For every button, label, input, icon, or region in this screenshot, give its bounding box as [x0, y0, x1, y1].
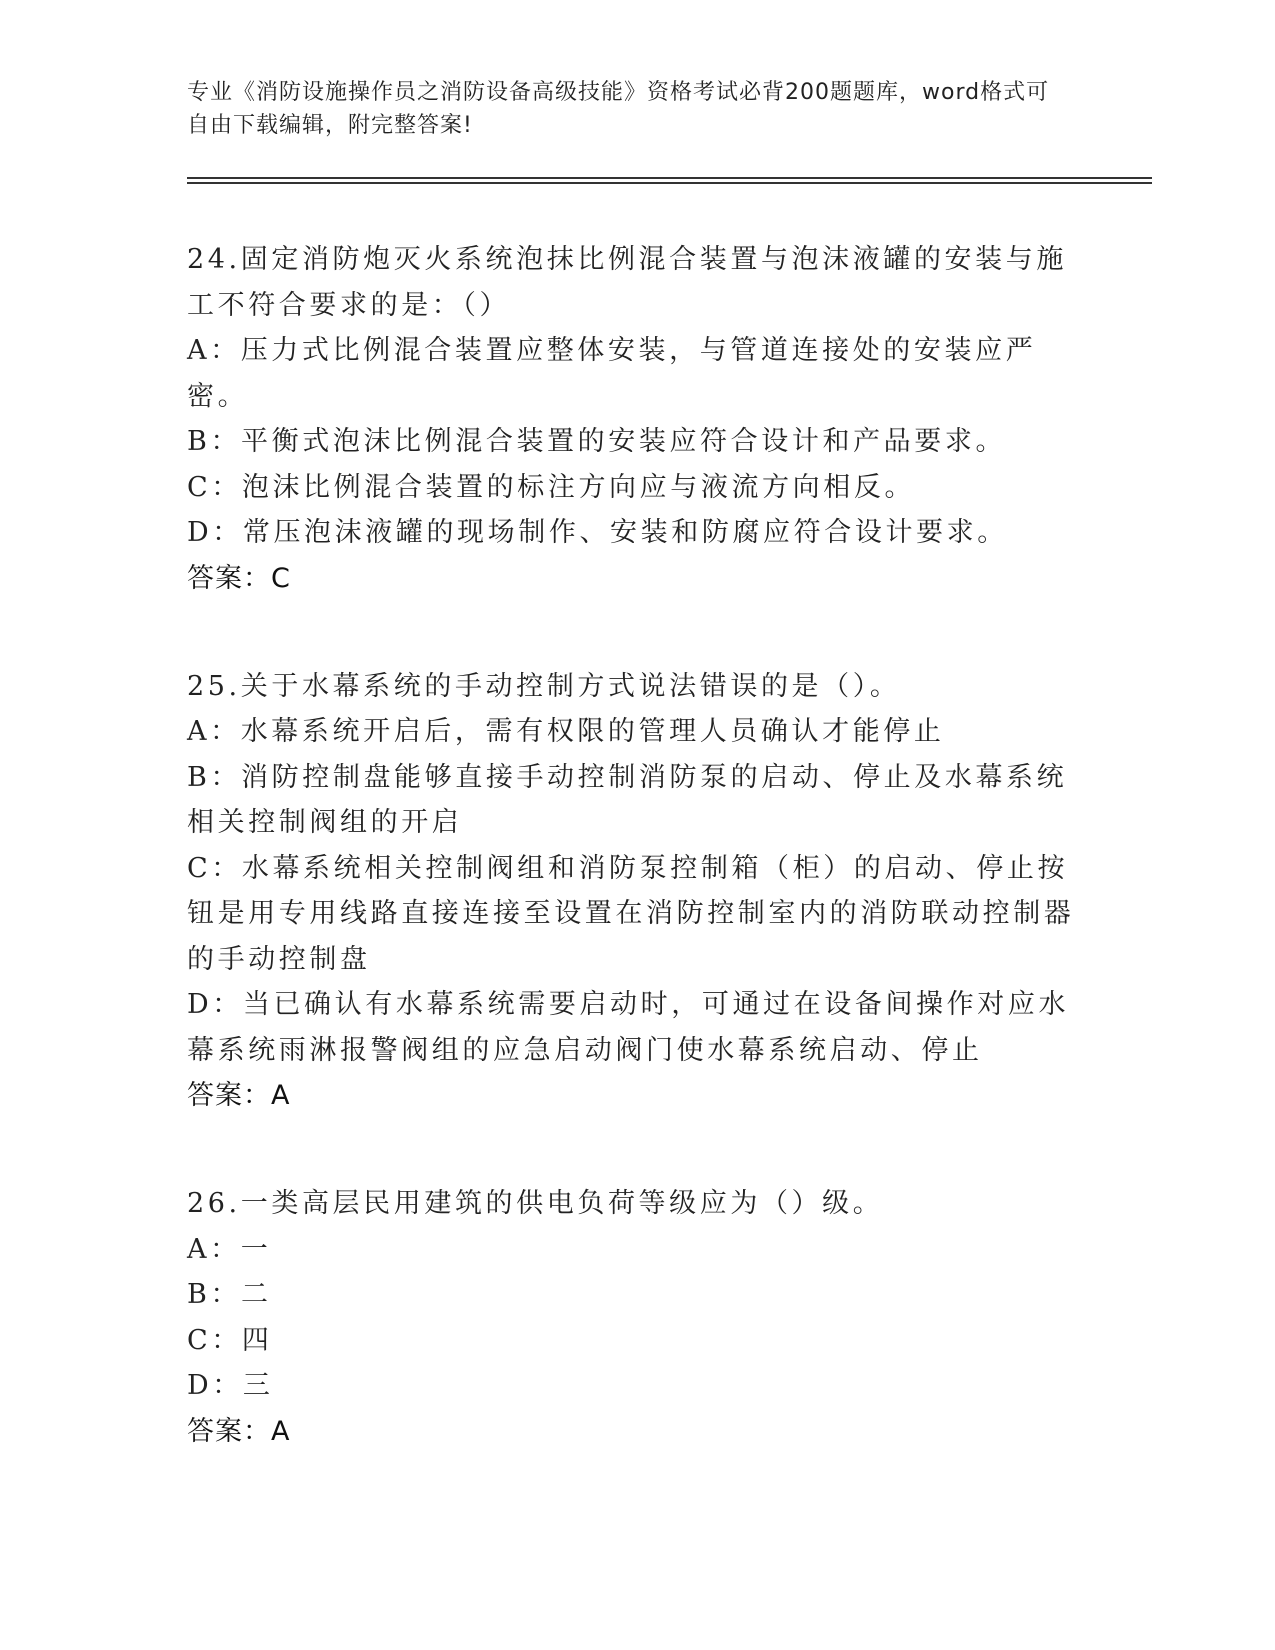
question-stem: 25.关于水幕系统的手动控制方式说法错误的是（）。 — [187, 670, 901, 702]
question-stem: 24.固定消防炮灭火系统泡抹比例混合装置与泡沫液罐的安装与施工不符合要求的是：（） — [187, 244, 1067, 321]
option-c: C：四 — [187, 1324, 273, 1356]
option-b: B：平衡式泡沫比例混合装置的安装应符合设计和产品要求。 — [187, 426, 1007, 457]
option-a: A：水幕系统开启后，需有权限的管理人员确认才能停止 — [187, 716, 945, 747]
header-divider-bottom — [187, 182, 1152, 184]
option-b: B：消防控制盘能够直接手动控制消防泵的启动、停止及水幕系统相关控制阀组的开启 — [187, 761, 1068, 838]
option-b: B：二 — [187, 1279, 272, 1310]
option-d: D：当已确认有水幕系统需要启动时，可通过在设备间操作对应水幕系统雨淋报警阀组的应急启动阀门使水幕系统启动、停止 — [187, 989, 1070, 1066]
option-c: C：泡沫比例混合装置的标注方向应与液流方向相反。 — [187, 471, 916, 503]
document-header: 专业《消防设施操作员之消防设备高级技能》资格考试必背200题题库，word格式可自由下载编辑，附完整答案! — [187, 80, 1050, 138]
option-d: D：常压泡沫液罐的现场制作、安装和防腐应符合设计要求。 — [187, 517, 1008, 548]
option-c: C：水幕系统相关控制阀组和消防泵控制箱（柜）的启动、停止按钮是用专用线路直接连接至设置在消防控制室内的消防联动控制器的手动控制盘 — [187, 852, 1075, 975]
question-list — [187, 237, 1087, 1517]
header-divider-top — [187, 177, 1152, 179]
option-a: A：一 — [187, 1233, 272, 1265]
answer-label: 答案：C — [187, 562, 291, 594]
question-26 — [187, 1181, 1087, 1455]
answer-label: 答案：A — [187, 1415, 291, 1447]
option-d: D：三 — [187, 1370, 274, 1401]
question-stem: 26.一类高层民用建筑的供电负荷等级应为（）级。 — [187, 1188, 884, 1219]
answer-label: 答案：A — [187, 1080, 291, 1111]
question-25 — [187, 664, 1087, 1120]
option-a: A：压力式比例混合装置应整体安装，与管道连接处的安装应严密。 — [187, 335, 1037, 412]
question-24 — [187, 237, 1087, 602]
